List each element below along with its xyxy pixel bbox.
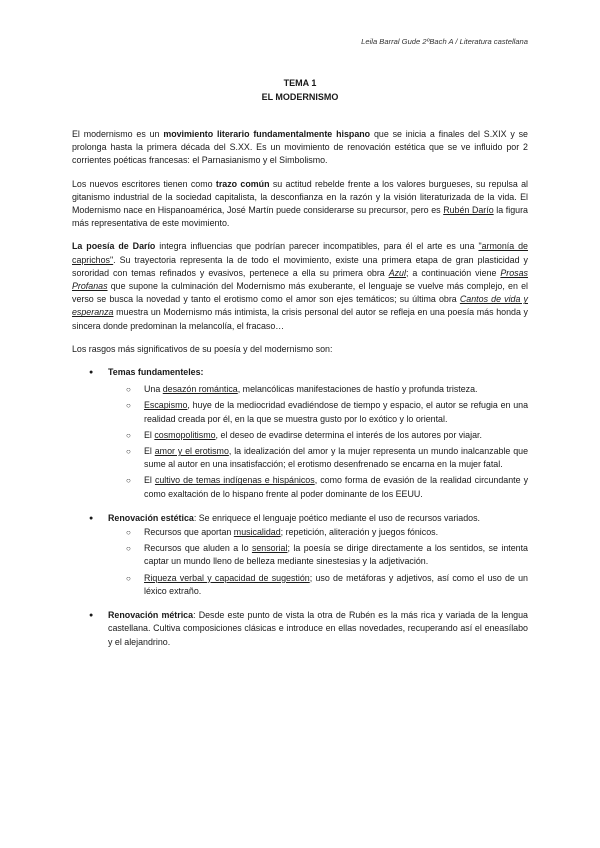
underlined-text: cultivo de temas indígenas e hispánicos (154, 475, 315, 486)
list-item-estetica (72, 512, 528, 598)
text: ; a continuación viene (405, 267, 501, 278)
text: El (144, 446, 155, 457)
text: Recursos que aluden a lo (144, 543, 252, 554)
sub-list-item (108, 429, 528, 442)
underlined-text: amor y el erotismo (154, 446, 229, 457)
bold-text: trazo común (215, 178, 270, 189)
text: El (144, 475, 155, 486)
sub-list-item (108, 399, 528, 425)
bold-text: Renovación métrica (108, 610, 194, 621)
text: , melancólicas manifestaciones de hastío y profunda tristeza. (237, 384, 478, 395)
underlined-text: Escapismo (144, 400, 188, 411)
sub-list-item (108, 572, 528, 598)
sub-list (108, 383, 528, 501)
text: que supone la culminación del Modernismo más exuberante, el lenguaje se vuelve más complejo, en el verso se busca la novedad y tanto el erotismo como el amor son ejes temáticos; su última obra (72, 281, 528, 305)
text: : Desde este punto de vista la otra de Rubén es la más rica y variada de la lengua castellana. Cultiva composiciones clásicas e introduce en ellas novedades, recuperando así el eneasílabo y el alejandrino. (108, 610, 528, 647)
page-header: Leila Barral Gude 2ºBach A / Literatura castellana (361, 37, 528, 46)
text: su actitud rebelde frente a los valores burgueses, su repulsa al gitanismo industrial de la sociedad capitalista, la desconfianza en la razón y la visión literaturizada de la vida. El Modernismo nace en Hispanoamérica, José Martín puede considerarse su precursor, pero es (72, 178, 529, 216)
paragraph-intro (72, 128, 528, 168)
paragraph-writers (72, 178, 528, 231)
underlined-text: Rubén Darío (443, 205, 494, 216)
underlined-text: Riqueza verbal y capacidad de sugestión (144, 572, 310, 583)
title-block (0, 76, 600, 104)
sub-list-item (108, 383, 528, 396)
underlined-text: cosmopolitismo (154, 429, 216, 440)
text: , la idealización del amor y la mujer representa un mundo inalcanzable que sume al autor en una insatisfacción; el erotismo desenfrenado se encarna en la mujer fatal. (144, 446, 528, 470)
bold-text: Temas fundamenteles: (108, 367, 204, 378)
text: El (144, 429, 155, 440)
text: , como forma de evasión de la realidad circundante y como exaltación de lo hispano frente al poder dominante de los EEUU. (144, 475, 529, 499)
list-item-metrica (72, 609, 528, 649)
text: : Se enriquece el lenguaje poético mediante el uso de recursos variados. (193, 512, 480, 523)
text: muestra un Modernismo más intimista, la crisis personal del autor se refleja en una poesía más honda y sincera donde predominan la melancolía, el fracaso… (72, 307, 528, 331)
underlined-text: sensorial (251, 543, 288, 554)
text: . Su trayectoria representa la de todo el movimiento, existe una primera etapa de gran plasticidad y sororidad con temas refinados y evasivos, pertenece a ella su primera obra (72, 254, 528, 278)
bold-text: movimiento literario fundamentalmente hispano (163, 129, 371, 139)
text: ; uso de metáforas y adjetivos, así como el uso de un léxico extraño. (144, 572, 528, 596)
underlined-text: musicalidad (233, 527, 281, 538)
topic-number: TEMA 1 (283, 78, 317, 88)
text: la figura más representativa de este movimiento. (72, 205, 528, 229)
text: , el deseo de evadirse determina el interés de los autores por viajar. (215, 429, 482, 440)
paragraph-traits-intro: Los rasgos más significativos de su poesía y del modernismo son: (72, 343, 333, 354)
sub-list-item (108, 526, 528, 539)
text: Los nuevos escritores tienen como (72, 178, 216, 189)
underlined-text: "armonía de caprichos" (72, 241, 528, 265)
text: , huye de la mediocridad evadiéndose de tiempo y espacio, el autor se refugia en una realidad creada por él, en la que se muestra gusto por lo exótico y lo oriental. (144, 400, 528, 424)
underlined-text: desazón romántica (162, 384, 238, 395)
sub-list-item (108, 542, 528, 568)
document-body (72, 128, 528, 660)
bold-text: La poesía de Darío (72, 241, 156, 252)
sub-list-item (108, 445, 528, 471)
sub-list-item (108, 474, 528, 500)
topic-title: EL MODERNISMO (261, 92, 339, 102)
traits-list (72, 366, 528, 649)
text: El modernismo es un (72, 129, 164, 139)
text: Una (144, 384, 163, 395)
text: Recursos que aportan (144, 527, 234, 538)
text: que se inicia a finales del S.XIX y se prolonga hasta la primera década del S.XX. Es un movimiento de renovación estética que se ve influido por 2 corrientes poéticas francesas: el Parnasianismo y el Simbolismo. (72, 129, 528, 166)
sub-list (108, 526, 528, 598)
paragraph-dario (72, 240, 528, 332)
list-item-temas (72, 366, 528, 501)
text: ; repetición, aliteración y juegos fónicos. (280, 527, 439, 538)
work-title: Cantos de vida y esperanza (72, 294, 528, 318)
work-title: Azul (388, 267, 406, 278)
text: ; la poesía se dirige directamente a los sentidos, se intenta captar un mundo lleno de belleza mediante sinestesias y la adjetivación. (144, 543, 528, 567)
work-title: Prosas Profanas (72, 267, 528, 292)
bold-text: Renovación estética (108, 512, 194, 523)
text: integra influencias que podrían parecer incompatibles, para él el arte es una (155, 241, 479, 252)
